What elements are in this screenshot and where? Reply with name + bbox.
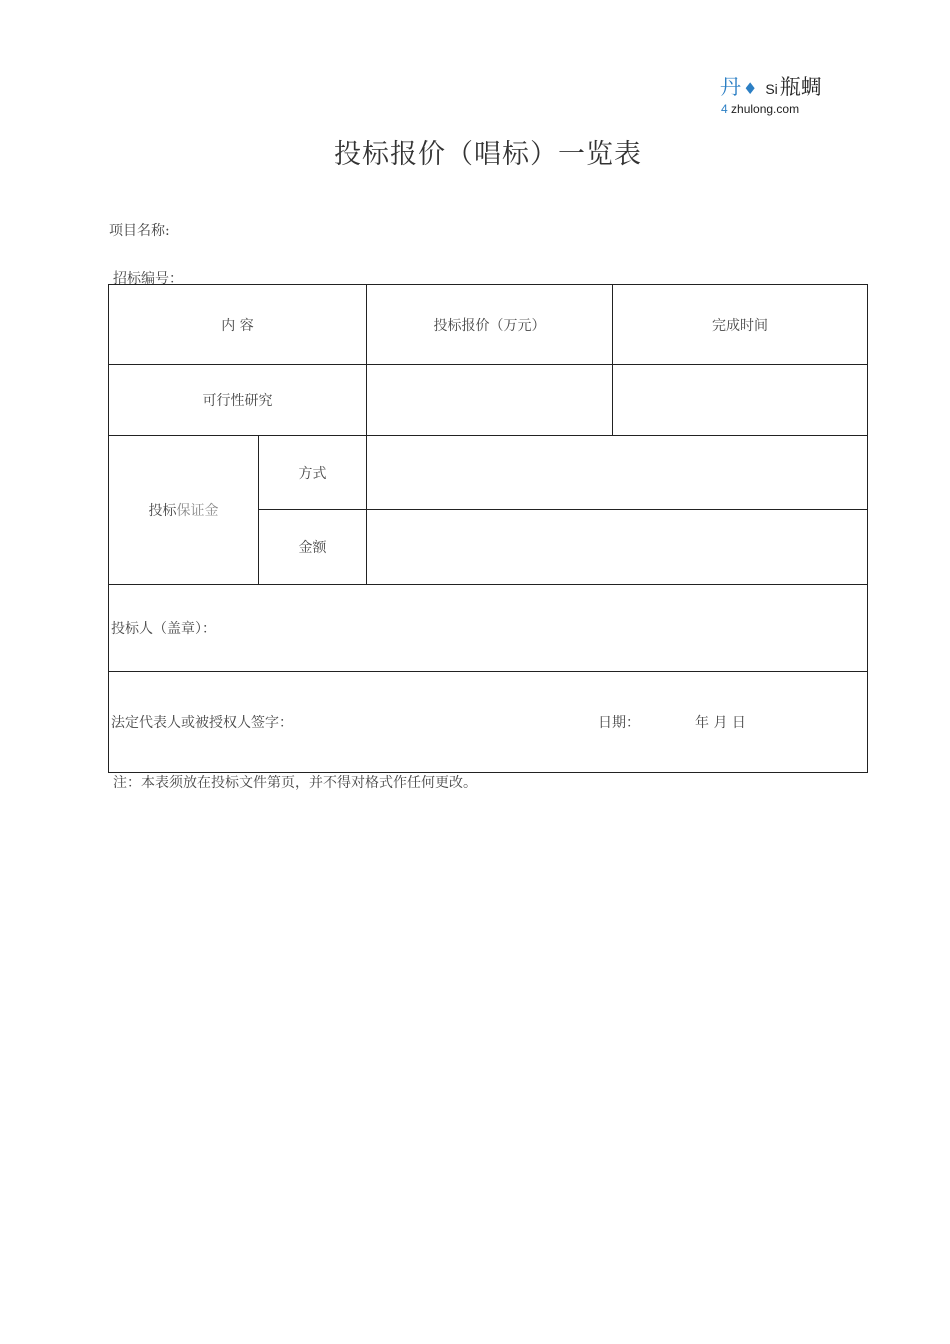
bidder-row: [109, 585, 868, 672]
amount-value-cell[interactable]: [367, 510, 868, 585]
logo-url-text: zhulong.com: [727, 102, 800, 116]
diamond-icon: ♦: [743, 79, 758, 98]
footnote: 注：本表须放在投标文件第页，并不得对格式作任何更改。: [113, 775, 477, 791]
logo-url-num: 4: [721, 102, 728, 116]
header-price: 投标报价（万元）: [367, 285, 613, 365]
header-time: 完成时间: [613, 285, 868, 365]
feasibility-label: 可行性研究: [109, 365, 367, 436]
bidder-seal-label: 投标人（盖章）：: [109, 585, 868, 672]
logo-url: [721, 102, 822, 116]
feasibility-time-cell[interactable]: [613, 365, 868, 436]
deposit-label: [109, 436, 259, 585]
logo-glyph: 丹: [720, 75, 741, 99]
signature-row: [109, 672, 868, 773]
signature-label: 法定代表人或被授权人签字：: [111, 715, 293, 731]
feasibility-row: [109, 365, 868, 436]
bid-summary-table: [108, 284, 868, 773]
page-title: 投标报价（唱标）一览表: [334, 139, 642, 170]
header-content: 内 容: [109, 285, 367, 365]
feasibility-price-cell[interactable]: [367, 365, 613, 436]
signature-cell: [109, 672, 868, 773]
logo-mark: [720, 74, 822, 102]
amount-label: 金额: [259, 510, 367, 585]
logo-glyph-right: 瓶蜩: [779, 75, 822, 99]
header-row: [109, 285, 868, 365]
project-name-label: 项目名称:: [109, 223, 170, 239]
method-value-cell[interactable]: [367, 436, 868, 510]
date-units: 年 月 日: [695, 715, 746, 731]
deposit-label-a: 投标: [148, 503, 177, 519]
zhulong-logo: [720, 74, 822, 116]
date-label: 日期：: [598, 715, 640, 731]
deposit-label-b: 保证金: [176, 503, 219, 519]
method-label: 方式: [259, 436, 367, 510]
tender-no-label: 招标编号：: [113, 271, 183, 287]
logo-si: Si: [765, 81, 778, 97]
deposit-method-row: [109, 436, 868, 510]
